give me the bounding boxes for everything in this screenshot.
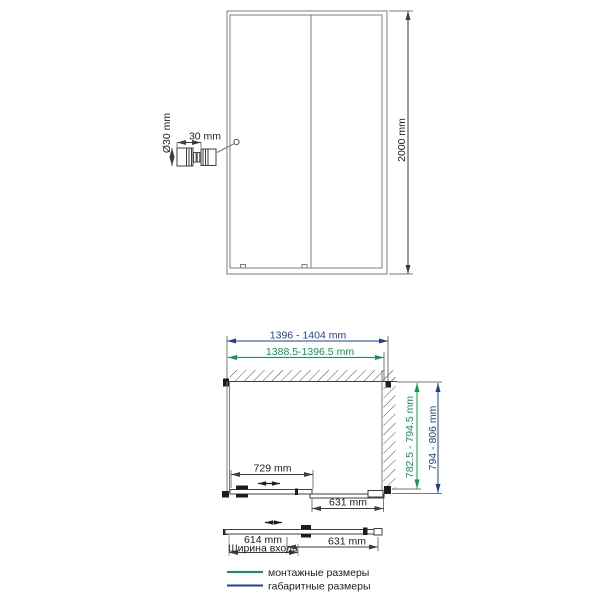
open-door-stop: [363, 528, 368, 536]
open-door-end-cap: [374, 529, 382, 536]
depth-dimensions: [392, 382, 442, 494]
legend-overall-label: габаритные размеры: [268, 580, 371, 593]
door-handle-top: [236, 486, 248, 490]
handle-detail: [161, 113, 235, 166]
open-door-handle-top: [301, 525, 311, 530]
left-wall-profile-anchor: [223, 379, 229, 387]
entry-width-label: 614 mm: [244, 534, 282, 546]
legend-mounting-label: монтажные размеры: [268, 567, 370, 579]
fixed-panel-dimension: [312, 497, 384, 513]
mounting-depth-label: 782.5 - 794.5 mm: [404, 395, 416, 479]
leader-line: [217, 144, 235, 153]
entry-width-dimension: [228, 534, 298, 556]
bottom-guide-right: [302, 265, 307, 269]
open-fixed-panel-label: 631 mm: [328, 535, 366, 548]
front-view: [227, 11, 413, 274]
height-dimension: [389, 11, 413, 274]
open-door-handle-bottom: [301, 534, 311, 538]
wall-profile-right: [368, 491, 383, 498]
handle-length-label: 30 mm: [188, 130, 222, 143]
handle-diameter-label: Ø30 mm: [161, 112, 173, 154]
right-wall: [382, 370, 396, 490]
legend: [227, 567, 371, 593]
front-view-frame: [227, 11, 387, 274]
fixed-panel-label: 631 mm: [329, 496, 367, 509]
sliding-panel: [230, 490, 312, 495]
door-knob-marker: [234, 139, 239, 144]
mounting-width-label: 1388.5-1396.5 mm: [265, 346, 355, 358]
wall-profile-left: [222, 491, 229, 498]
overall-depth-label: 794 - 806 mm: [427, 405, 439, 471]
entry-width-caption: Ширина входа: [227, 542, 299, 555]
bottom-guide-left: [241, 265, 246, 269]
open-fixed-panel-dimension: [287, 536, 378, 552]
door-handle-bottom: [236, 494, 248, 498]
roller-stop: [295, 489, 298, 496]
overall-width-label: 1396 - 1404 mm: [269, 329, 347, 342]
door-travel-dimension: [231, 463, 313, 490]
plan-view: [222, 330, 442, 513]
top-wall: [223, 370, 397, 388]
height-dimension-label: 2000 mm: [396, 118, 408, 162]
open-door-view: [223, 523, 382, 557]
door-travel-label: 729 mm: [253, 462, 292, 475]
knob-drawing: [177, 148, 216, 166]
